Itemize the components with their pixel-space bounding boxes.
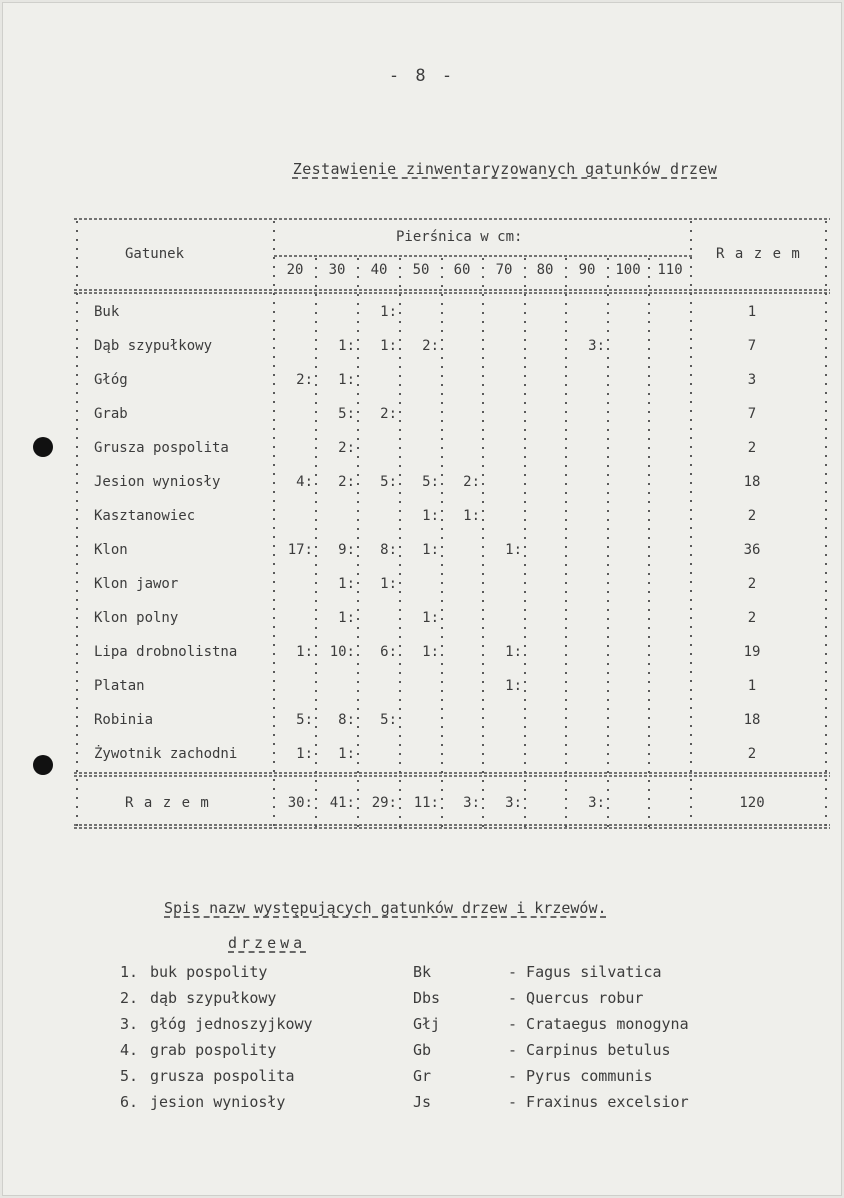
list-item-number: 5. (120, 1067, 139, 1085)
count-cell: 5: (380, 474, 397, 490)
species-name: Głóg (94, 372, 128, 388)
row-total: 1 (747, 304, 757, 320)
species-name: R a z e m (125, 795, 210, 811)
count-cell: 5: (296, 712, 313, 728)
species-name: Buk (94, 304, 120, 320)
count-cell: 1: (422, 542, 439, 558)
count-cell: 11: (413, 795, 439, 811)
row-total: 2 (747, 746, 757, 762)
count-cell: 2: (380, 406, 397, 422)
count-cell: 1: (296, 644, 313, 660)
list-item-name: dąb szypułkowy (150, 989, 277, 1007)
species-name: Żywotnik zachodni (94, 746, 238, 762)
list-item-abbreviation: Js (413, 1093, 432, 1111)
species-name: Dąb szypułkowy (94, 338, 213, 354)
count-cell: 1: (422, 644, 439, 660)
count-cell: 1: (380, 576, 397, 592)
count-cell: 1: (296, 746, 313, 762)
list-item-abbreviation: Bk (413, 963, 432, 981)
species-name: Kasztanowiec (94, 508, 196, 524)
list-item-abbreviation: Gr (413, 1067, 432, 1085)
count-cell: 1: (338, 746, 355, 762)
list-item-name: głóg jednoszyjkowy (150, 1015, 313, 1033)
count-cell: 1: (422, 508, 439, 524)
list-item-name: jesion wyniosły (150, 1093, 286, 1111)
header-species: Gatunek (125, 246, 185, 262)
count-cell: 4: (296, 474, 313, 490)
count-cell: 1: (505, 542, 522, 558)
count-cell: 10: (329, 644, 355, 660)
count-cell: 2: (338, 440, 355, 456)
girth-class-label: 60 (453, 262, 471, 278)
count-cell: 1: (338, 576, 355, 592)
list-item-latin-name: - Carpinus betulus (508, 1041, 671, 1059)
girth-class-label: 110 (657, 262, 683, 278)
count-cell: 2: (422, 338, 439, 354)
list-item-latin-name: - Pyrus communis (508, 1067, 653, 1085)
girth-class-label: 50 (412, 262, 430, 278)
list-item-number: 4. (120, 1041, 139, 1059)
species-name: Klon polny (94, 610, 179, 626)
girth-class-label: 40 (370, 262, 388, 278)
header-total: R a z e m (716, 246, 801, 262)
species-name: Klon (94, 542, 128, 558)
species-name: Klon jawor (94, 576, 179, 592)
row-total: 18 (743, 712, 761, 728)
page-number: - 8 - (388, 66, 456, 86)
count-cell: 3: (588, 338, 605, 354)
girth-class-label: 80 (536, 262, 554, 278)
list-item-number: 3. (120, 1015, 139, 1033)
count-cell: 1: (463, 508, 480, 524)
species-name: Grab (94, 406, 128, 422)
girth-class-label: 70 (495, 262, 513, 278)
list-item-number: 6. (120, 1093, 139, 1111)
list-item-latin-name: - Quercus robur (508, 989, 644, 1007)
count-cell: 1: (505, 678, 522, 694)
header-girth: Pierśnica w cm: (396, 229, 523, 245)
list-item-latin-name: - Fraxinus excelsior (508, 1093, 689, 1111)
girth-class-label: 90 (578, 262, 596, 278)
row-total: 2 (747, 508, 757, 524)
count-cell: 30: (287, 795, 313, 811)
count-cell: 1: (380, 338, 397, 354)
count-cell: 3: (588, 795, 605, 811)
count-cell: 3: (505, 795, 522, 811)
species-list-subtitle: drzewa (228, 934, 307, 952)
species-list-title: Spis nazw występujących gatunków drzew i krzewów. (164, 899, 607, 917)
species-name: Lipa drobnolistna (94, 644, 238, 660)
count-cell: 2: (296, 372, 313, 388)
page-title: Zestawienie zinwentaryzowanych gatunków drzew (292, 160, 718, 178)
list-item-abbreviation: Dbs (413, 989, 441, 1007)
species-name: Robinia (94, 712, 154, 728)
list-item-abbreviation: Głj (413, 1015, 441, 1033)
count-cell: 1: (338, 610, 355, 626)
list-item-name: grusza pospolita (150, 1067, 295, 1085)
count-cell: 2: (338, 474, 355, 490)
count-cell: 8: (380, 542, 397, 558)
girth-class-label: 30 (328, 262, 346, 278)
list-item-latin-name: - Crataegus monogyna (508, 1015, 689, 1033)
count-cell: 29: (371, 795, 397, 811)
list-item-name: buk pospolity (150, 963, 268, 981)
count-cell: 8: (338, 712, 355, 728)
count-cell: 41: (329, 795, 355, 811)
count-cell: 9: (338, 542, 355, 558)
species-name: Grusza pospolita (94, 440, 229, 456)
row-total: 7 (747, 338, 757, 354)
species-name: Jesion wyniosły (94, 474, 221, 490)
count-cell: 1: (505, 644, 522, 660)
count-cell: 2: (463, 474, 480, 490)
list-item-abbreviation: Gb (413, 1041, 432, 1059)
row-total: 2 (747, 610, 757, 626)
count-cell: 1: (380, 304, 397, 320)
count-cell: 5: (380, 712, 397, 728)
girth-class-label: 20 (286, 262, 304, 278)
species-name: Platan (94, 678, 145, 694)
count-cell: 5: (338, 406, 355, 422)
list-item-number: 1. (120, 963, 139, 981)
row-total: 2 (747, 576, 757, 592)
count-cell: 1: (338, 338, 355, 354)
row-total: 2 (747, 440, 757, 456)
row-total: 3 (747, 372, 757, 388)
count-cell: 1: (338, 372, 355, 388)
count-cell: 6: (380, 644, 397, 660)
count-cell: 5: (422, 474, 439, 490)
list-item-number: 2. (120, 989, 139, 1007)
row-total: 18 (743, 474, 761, 490)
count-cell: 3: (463, 795, 480, 811)
row-total: 7 (747, 406, 757, 422)
list-item-latin-name: - Fagus silvatica (508, 963, 662, 981)
list-item-name: grab pospolity (150, 1041, 277, 1059)
row-total: 36 (743, 542, 761, 558)
row-total: 120 (739, 795, 765, 811)
count-cell: 17: (287, 542, 313, 558)
girth-class-label: 100 (615, 262, 641, 278)
row-total: 19 (743, 644, 761, 660)
row-total: 1 (747, 678, 757, 694)
count-cell: 1: (422, 610, 439, 626)
